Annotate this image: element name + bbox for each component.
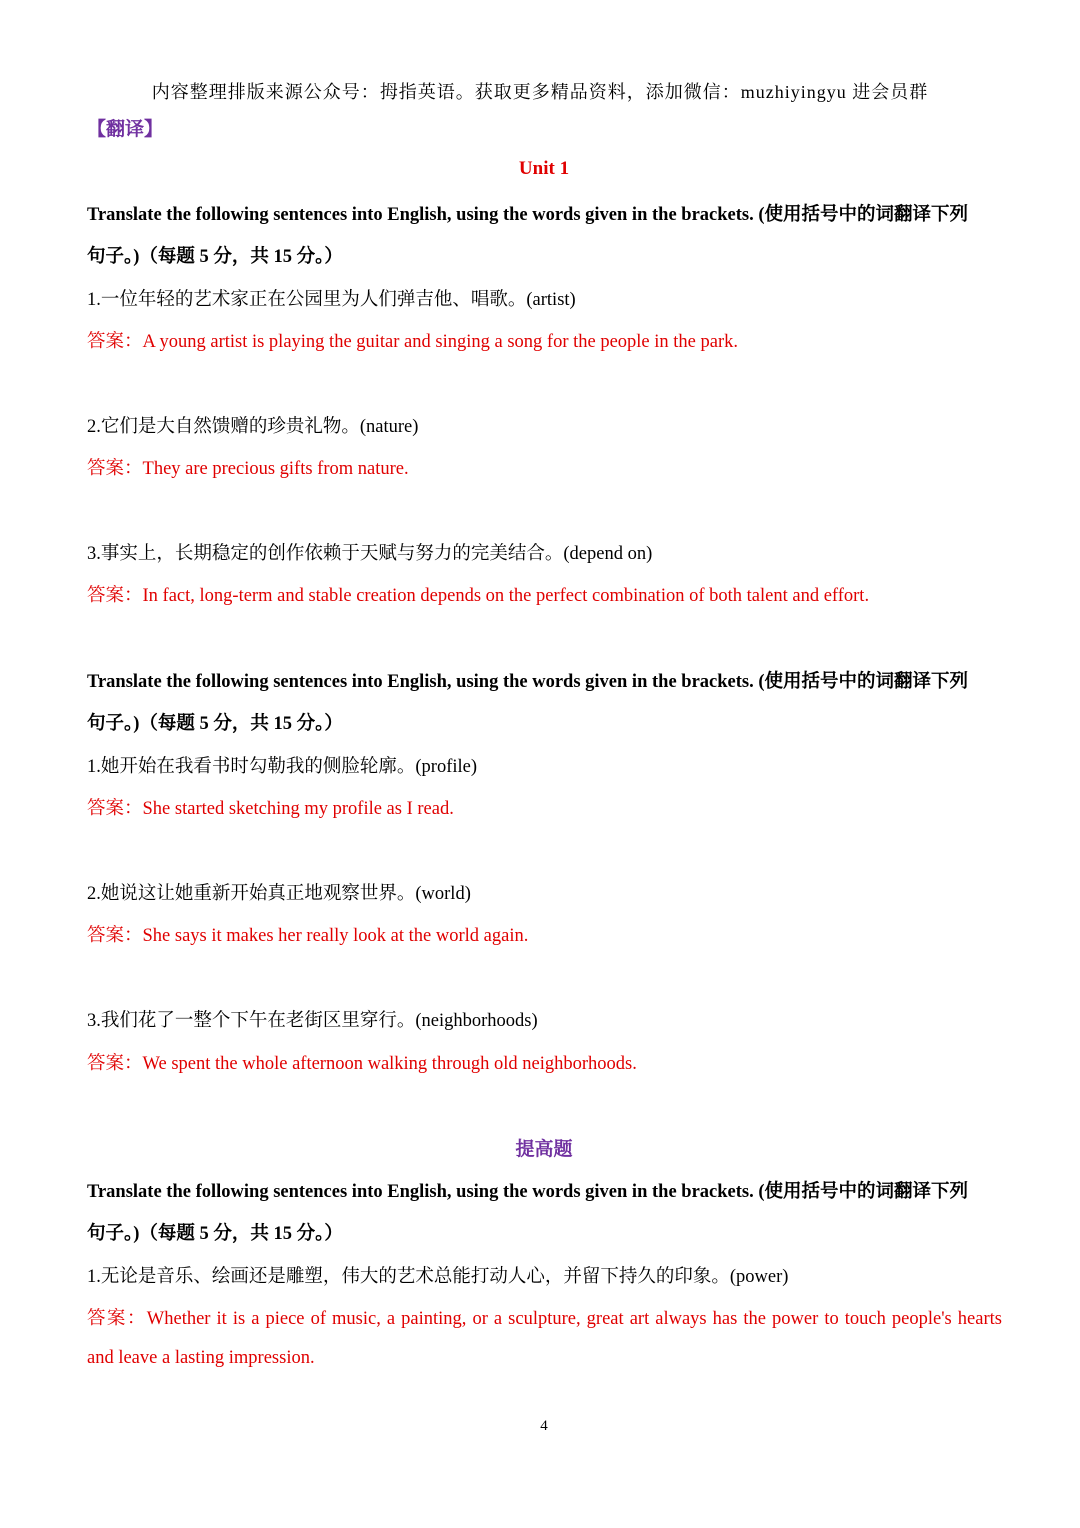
- instruction-line: Translate the following sentences into English, using the words given in the brackets. (使用括号中的词翻译下列: [87, 205, 969, 225]
- answer: [87, 581, 869, 607]
- instruction-line: Translate the following sentences into English, using the words given in the brackets. (使用括号中的词翻译下列: [87, 1182, 969, 1202]
- answer-text: In fact, long-term and stable creation depends on the perfect combination of both talent and effort.: [142, 586, 870, 606]
- answer-prefix: 答案：: [87, 332, 143, 352]
- section-tag: 【翻译】: [87, 119, 164, 140]
- question: 2.她说这让她重新开始真正地观察世界。(world): [87, 884, 471, 904]
- answer: [87, 454, 409, 480]
- answer-prefix: 答案：: [87, 586, 143, 606]
- instruction-line: 句子。)（每题 5 分，共 15 分。）: [87, 247, 343, 267]
- page-header: 内容整理排版来源公众号：拇指英语。获取更多精品资料，添加微信：muzhiyingyu 进会员群: [151, 82, 929, 102]
- page-number: 4: [540, 1418, 548, 1434]
- answer-text: We spent the whole afternoon walking through old neighborhoods.: [142, 1054, 637, 1074]
- question: 3.我们花了一整个下午在老街区里穿行。(neighborhoods): [87, 1011, 538, 1031]
- answer-prefix: 答案：: [87, 799, 143, 819]
- answer-continuation: and leave a lasting impression.: [87, 1348, 315, 1368]
- answer-prefix: 答案：: [87, 1309, 147, 1329]
- answer: [87, 327, 738, 353]
- question: 1.一位年轻的艺术家正在公园里为人们弹吉他、唱歌。(artist): [87, 290, 576, 310]
- answer: [87, 1049, 637, 1075]
- subsection-title: 提高题: [515, 1139, 573, 1160]
- instruction-line: 句子。)（每题 5 分，共 15 分。）: [87, 1224, 343, 1244]
- answer-prefix: 答案：: [87, 926, 143, 946]
- instruction-line: Translate the following sentences into English, using the words given in the brackets. (使用括号中的词翻译下列: [87, 672, 969, 692]
- instruction-line: 句子。)（每题 5 分，共 15 分。）: [87, 714, 343, 734]
- answer-prefix: 答案：: [87, 459, 143, 479]
- answer: [87, 794, 454, 820]
- answer-text: She says it makes her really look at the world again.: [142, 926, 529, 946]
- unit-title: Unit 1: [518, 158, 570, 179]
- answer-text: They are precious gifts from nature.: [142, 459, 409, 479]
- question: 1.她开始在我看书时勾勒我的侧脸轮廓。(profile): [87, 757, 478, 777]
- answer-text: A young artist is playing the guitar and singing a song for the people in the park.: [142, 332, 739, 352]
- answer-text: Whether it is a piece of music, a painting, or a sculpture, great art always has the power to touch people's hearts: [146, 1309, 1002, 1329]
- question: 2.它们是大自然馈赠的珍贵礼物。(nature): [87, 417, 419, 437]
- answer-prefix: 答案：: [87, 1054, 143, 1074]
- question: 1.无论是音乐、绘画还是雕塑，伟大的艺术总能打动人心，并留下持久的印象。(power): [87, 1267, 789, 1287]
- answer-text: She started sketching my profile as I read.: [142, 799, 454, 819]
- answer: [87, 921, 528, 947]
- question: 3.事实上，长期稳定的创作依赖于天赋与努力的完美结合。(depend on): [87, 544, 653, 564]
- answer: [87, 1304, 1002, 1330]
